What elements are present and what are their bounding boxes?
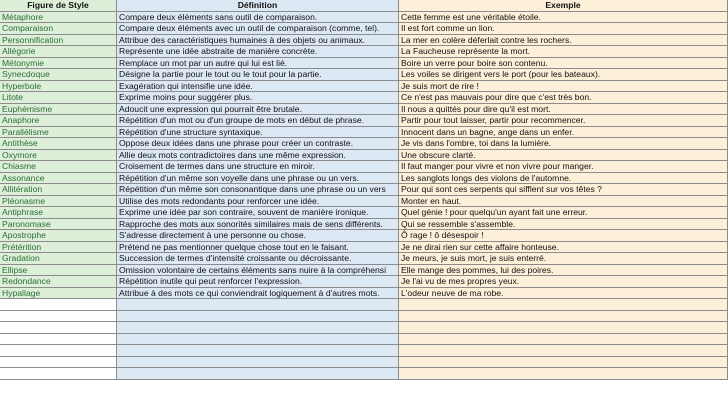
cell-definition[interactable]: Omission volontaire de certains éléments sans nuire à la compréhensi (117, 265, 399, 277)
header-figure[interactable]: Figure de Style (0, 0, 117, 12)
cell-definition[interactable]: Répétition d'un mot ou d'un groupe de mots en début de phrase. (117, 115, 399, 127)
cell-figure[interactable]: Chiasme (0, 161, 117, 173)
cell-figure[interactable]: Antithèse (0, 138, 117, 150)
cell-example[interactable]: Cette femme est une véritable étoile. (399, 12, 728, 24)
empty-cell[interactable] (399, 334, 728, 346)
cell-example[interactable]: Il faut manger pour vivre et non vivre pour manger. (399, 161, 728, 173)
cell-definition[interactable]: Remplace un mot par un autre qui lui est lié. (117, 58, 399, 70)
cell-definition[interactable]: Compare deux éléments avec un outil de comparaison (comme, tel). (117, 23, 399, 35)
cell-figure[interactable]: Allitération (0, 184, 117, 196)
cell-definition[interactable]: Prétend ne pas mentionner quelque chose tout en le faisant. (117, 242, 399, 254)
cell-figure[interactable]: Pléonasme (0, 196, 117, 208)
cell-definition[interactable]: Croisement de termes dans une structure en miroir. (117, 161, 399, 173)
cell-figure[interactable]: Métaphore (0, 12, 117, 24)
cell-figure[interactable]: Comparaison (0, 23, 117, 35)
cell-definition[interactable]: Utilise des mots redondants pour renforcer une idée. (117, 196, 399, 208)
cell-figure[interactable]: Redondance (0, 276, 117, 288)
empty-cell[interactable] (117, 322, 399, 334)
empty-cell[interactable] (117, 368, 399, 380)
cell-figure[interactable]: Antiphrase (0, 207, 117, 219)
cell-definition[interactable]: Répétition d'une structure syntaxique. (117, 127, 399, 139)
empty-cell[interactable] (117, 357, 399, 369)
cell-definition[interactable]: Exagération qui intensifie une idée. (117, 81, 399, 93)
empty-cell[interactable] (0, 299, 117, 311)
cell-example[interactable]: Monter en haut. (399, 196, 728, 208)
cell-definition[interactable]: Répétition d'un même son voyelle dans une phrase ou un vers. (117, 173, 399, 185)
empty-cell[interactable] (399, 311, 728, 323)
cell-definition[interactable]: Exprime moins pour suggérer plus. (117, 92, 399, 104)
empty-cell[interactable] (0, 345, 117, 357)
cell-definition[interactable]: Rapproche des mots aux sonorités similaires mais de sens différents. (117, 219, 399, 231)
cell-definition[interactable]: Oppose deux idées dans une phrase pour créer un contraste. (117, 138, 399, 150)
cell-figure[interactable]: Synecdoque (0, 69, 117, 81)
cell-example[interactable]: Pour qui sont ces serpents qui sifflent sur vos têtes ? (399, 184, 728, 196)
cell-figure[interactable]: Anaphore (0, 115, 117, 127)
cell-example[interactable]: Boire un verre pour boire son contenu. (399, 58, 728, 70)
cell-figure[interactable]: Métonymie (0, 58, 117, 70)
cell-definition[interactable]: Désigne la partie pour le tout ou le tout pour la partie. (117, 69, 399, 81)
empty-cell[interactable] (399, 299, 728, 311)
empty-cell[interactable] (117, 334, 399, 346)
cell-example[interactable]: L'odeur neuve de ma robe. (399, 288, 728, 300)
cell-example[interactable]: Il nous a quittés pour dire qu'il est mort. (399, 104, 728, 116)
empty-cell[interactable] (399, 322, 728, 334)
cell-figure[interactable]: Oxymore (0, 150, 117, 162)
cell-figure[interactable]: Assonance (0, 173, 117, 185)
cell-example[interactable]: Je suis mort de rire ! (399, 81, 728, 93)
cell-figure[interactable]: Euphémisme (0, 104, 117, 116)
cell-figure[interactable]: Ellipse (0, 265, 117, 277)
empty-cell[interactable] (117, 345, 399, 357)
cell-definition[interactable]: S'adresse directement à une personne ou chose. (117, 230, 399, 242)
cell-example[interactable]: Quel génie ! pour quelqu'un ayant fait une erreur. (399, 207, 728, 219)
cell-definition[interactable]: Attribue à des mots ce qui conviendrait logiquement à d'autres mots. (117, 288, 399, 300)
cell-example[interactable]: Les sanglots longs des violons de l'automne. (399, 173, 728, 185)
cell-example[interactable]: Qui se ressemble s'assemble. (399, 219, 728, 231)
cell-figure[interactable]: Personnification (0, 35, 117, 47)
empty-cell[interactable] (0, 357, 117, 369)
cell-definition[interactable]: Répétition d'un même son consonantique dans une phrase ou un vers (117, 184, 399, 196)
empty-cell[interactable] (117, 299, 399, 311)
cell-example[interactable]: Les voiles se dirigent vers le port (pour les bateaux). (399, 69, 728, 81)
cell-example[interactable]: Une obscure clarté. (399, 150, 728, 162)
cell-example[interactable]: Je l'ai vu de mes propres yeux. (399, 276, 728, 288)
cell-figure[interactable]: Litote (0, 92, 117, 104)
cell-figure[interactable]: Hyperbole (0, 81, 117, 93)
cell-definition[interactable]: Attribue des caractéristiques humaines à des objets ou animaux. (117, 35, 399, 47)
cell-example[interactable]: Partir pour tout laisser, partir pour recommencer. (399, 115, 728, 127)
empty-cell[interactable] (0, 334, 117, 346)
cell-figure[interactable]: Apostrophe (0, 230, 117, 242)
cell-example[interactable]: La Faucheuse représente la mort. (399, 46, 728, 58)
cell-example[interactable]: Ce n'est pas mauvais pour dire que c'est très bon. (399, 92, 728, 104)
cell-example[interactable]: Je ne dirai rien sur cette affaire honteuse. (399, 242, 728, 254)
cell-definition[interactable]: Adoucit une expression qui pourrait être brutale. (117, 104, 399, 116)
cell-definition[interactable]: Exprime une idée par son contraire, souvent de manière ironique. (117, 207, 399, 219)
cell-definition[interactable]: Succession de termes d'intensité croissante ou décroissante. (117, 253, 399, 265)
cell-definition[interactable]: Allie deux mots contradictoires dans une même expression. (117, 150, 399, 162)
cell-example[interactable]: Je meurs, je suis mort, je suis enterré. (399, 253, 728, 265)
cell-definition[interactable]: Compare deux éléments sans outil de comparaison. (117, 12, 399, 24)
header-example[interactable]: Exemple (399, 0, 728, 12)
empty-cell[interactable] (0, 322, 117, 334)
cell-figure[interactable]: Gradation (0, 253, 117, 265)
cell-example[interactable]: Je vis dans l'ombre, toi dans la lumière. (399, 138, 728, 150)
cell-figure[interactable]: Parallélisme (0, 127, 117, 139)
cell-figure[interactable]: Hypallage (0, 288, 117, 300)
cell-example[interactable]: La mer en colère déferlait contre les rochers. (399, 35, 728, 47)
cell-figure[interactable]: Allégorie (0, 46, 117, 58)
cell-example[interactable]: Ô rage ! ô désespoir ! (399, 230, 728, 242)
cell-example[interactable]: Innocent dans un bagne, ange dans un enfer. (399, 127, 728, 139)
header-definition[interactable]: Définition (117, 0, 399, 12)
cell-example[interactable]: Il est fort comme un lion. (399, 23, 728, 35)
cell-figure[interactable]: Prétérition (0, 242, 117, 254)
empty-cell[interactable] (399, 368, 728, 380)
cell-figure[interactable]: Paronomase (0, 219, 117, 231)
empty-cell[interactable] (0, 368, 117, 380)
empty-cell[interactable] (0, 311, 117, 323)
cell-example[interactable]: Elle mange des pommes, lui des poires. (399, 265, 728, 277)
cell-definition[interactable]: Répétition inutile qui peut renforcer l'expression. (117, 276, 399, 288)
empty-cell[interactable] (117, 311, 399, 323)
empty-cell[interactable] (399, 345, 728, 357)
empty-cell[interactable] (399, 357, 728, 369)
cell-definition[interactable]: Représente une idée abstraite de manière concrète. (117, 46, 399, 58)
